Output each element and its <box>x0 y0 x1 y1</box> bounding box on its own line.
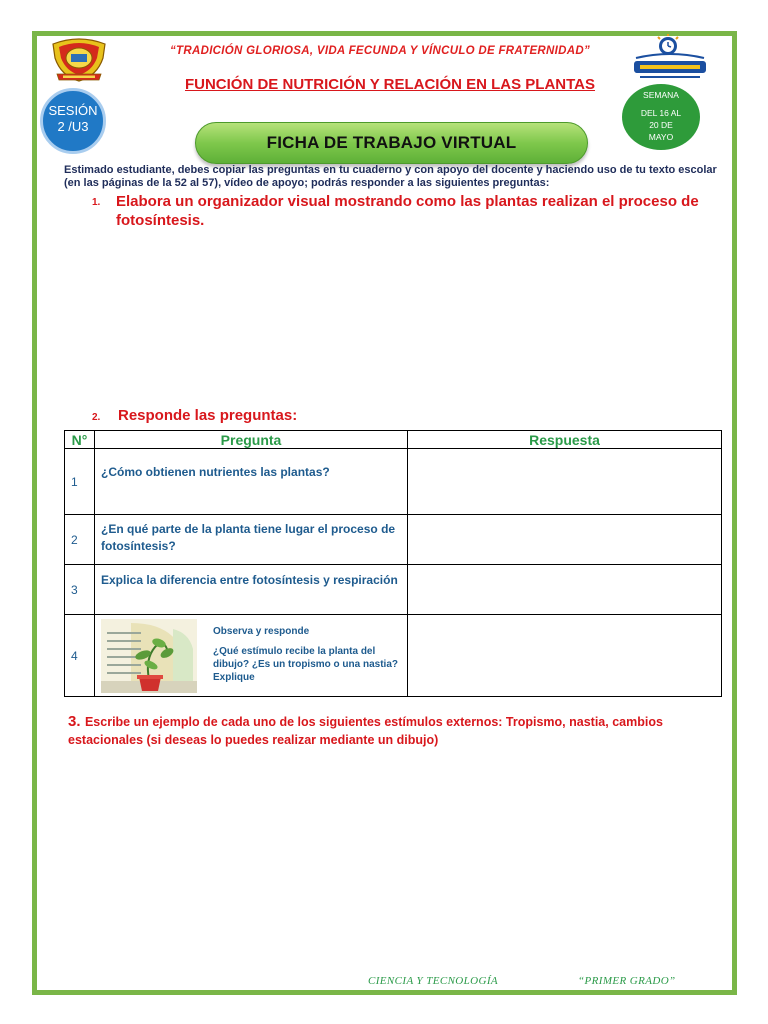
session-unit: 2 /U3 <box>57 119 89 134</box>
column-header-answer: Respuesta <box>408 431 722 449</box>
answer-cell[interactable] <box>408 615 722 697</box>
question-3-number: 3. <box>68 713 81 730</box>
column-header-number: N° <box>65 431 95 449</box>
row-number: 1 <box>65 449 95 515</box>
answer-cell[interactable] <box>408 449 722 515</box>
footer-grade: “PRIMER GRADO” <box>578 975 676 987</box>
table-row <box>65 565 722 615</box>
question-2-number: 2. <box>92 412 101 423</box>
week-badge <box>622 84 700 150</box>
row-question: ¿Qué estímulo recibe la planta del dibujo? ¿Es un tropismo o una nastia? Explique <box>213 645 398 683</box>
table-row <box>65 615 722 697</box>
worksheet-ribbon-title: FICHA DE TRABAJO VIRTUAL <box>195 122 588 164</box>
footer-subject: CIENCIA Y TECNOLOGÍA <box>368 975 499 987</box>
question-2 <box>92 407 492 425</box>
row-question: ¿En qué parte de la planta tiene lugar el proceso de fotosíntesis? <box>95 515 408 565</box>
week-range-line1: DEL 16 AL <box>640 108 682 118</box>
row-number: 3 <box>65 565 95 615</box>
week-label: SEMANA <box>643 90 679 100</box>
question-1-number: 1. <box>92 197 101 208</box>
question-1 <box>92 192 712 229</box>
row-number: 2 <box>65 515 95 565</box>
question-3 <box>68 713 708 749</box>
question-2-text: Responde las preguntas: <box>118 407 298 424</box>
week-range-line3: MAYO <box>648 132 674 142</box>
school-crest-icon <box>47 36 111 82</box>
row-question: ¿Cómo obtienen nutrientes las plantas? <box>95 449 408 515</box>
question-1-text: Elabora un organizador visual mostrando como las plantas realizan el proceso de fotosíntesis. <box>116 193 699 229</box>
question-3-text: Escribe un ejemplo de cada uno de los siguientes estímulos externos: Tropismo, nastia, cambios estacionales (si deseas lo puedes realizar mediante un dibujo) <box>68 715 663 747</box>
page-title: FUNCIÓN DE NUTRICIÓN Y RELACIÓN EN LAS PLANTAS <box>184 76 596 93</box>
jornada-escolar-completa-logo-icon <box>630 34 710 82</box>
intro-instructions: Estimado estudiante, debes copiar las preguntas en tu cuaderno y con apoyo del docente y haciendo uso de tu texto escolar (en las páginas de la 52 al 57), vídeo de apoyo; podrás responder a las siguientes preguntas: <box>64 164 717 189</box>
session-badge <box>40 88 106 154</box>
row-question: Explica la diferencia entre fotosíntesis y respiración <box>95 565 408 615</box>
potted-plant-window-icon <box>101 619 197 693</box>
observe-instruction: Observa y responde <box>213 625 310 637</box>
answer-cell[interactable] <box>408 565 722 615</box>
session-label: SESIÓN <box>48 103 98 118</box>
column-header-question: Pregunta <box>95 431 408 449</box>
row-question-cell <box>95 615 408 697</box>
week-range-line2: 20 DE <box>649 120 673 130</box>
table-row <box>65 449 722 515</box>
questions-table <box>64 430 722 697</box>
table-header-row <box>65 431 722 449</box>
table-row <box>65 515 722 565</box>
row-number: 4 <box>65 615 95 697</box>
school-motto: “TRADICIÓN GLORIOSA, VIDA FECUNDA Y VÍNCULO DE FRATERNIDAD” <box>170 45 590 57</box>
answer-cell[interactable] <box>408 515 722 565</box>
